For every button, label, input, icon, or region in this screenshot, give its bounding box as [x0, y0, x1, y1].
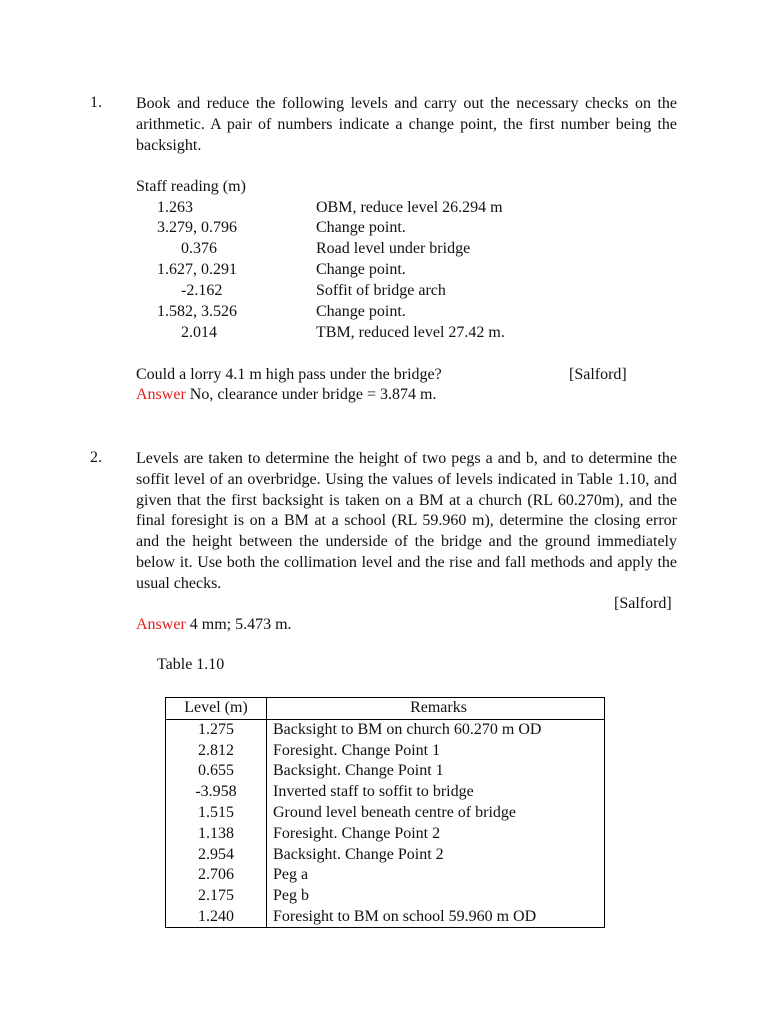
answer-label: Answer: [136, 386, 186, 403]
table-row: [166, 886, 604, 907]
table-row: [166, 907, 604, 928]
question-1-source: [Salford]: [569, 366, 627, 383]
table-row: [166, 782, 604, 803]
level-cell: 1.240: [166, 907, 267, 928]
table-header-row: [166, 698, 604, 719]
level-cell: 1.515: [166, 803, 267, 824]
column-header-level: Level (m): [166, 698, 267, 719]
answer-text: No, clearance under bridge = 3.874 m.: [189, 386, 437, 403]
reading-value: 2.014: [181, 324, 217, 341]
reading-value: 1.263: [157, 199, 193, 216]
level-cell: 0.655: [166, 761, 267, 782]
remarks-cell: Foresight. Change Point 2: [273, 824, 441, 842]
answer-label: Answer: [136, 616, 186, 633]
table-row: [166, 761, 604, 782]
remarks-cell: Foresight to BM on school 59.960 m OD: [273, 907, 537, 925]
level-cell: 1.275: [166, 719, 267, 740]
column-header-remarks: Remarks: [267, 698, 605, 719]
table-row: [166, 803, 604, 824]
question-2-source: [Salford]: [614, 595, 672, 612]
question-1-answer: [136, 386, 436, 404]
table-row: [166, 824, 604, 845]
answer-text: 4 mm; 5.473 m.: [189, 616, 292, 633]
table-row: [166, 719, 604, 740]
level-cell: 2.175: [166, 886, 267, 907]
remarks-cell: Backsight to BM on church 60.270 m OD: [273, 720, 542, 738]
remarks-cell: Inverted staff to soffit to bridge: [273, 783, 474, 801]
level-cell: 2.706: [166, 865, 267, 886]
question-2-answer: [136, 616, 292, 634]
level-cell: 2.954: [166, 845, 267, 866]
remarks-cell: Backsight. Change Point 2: [273, 845, 444, 863]
reading-note: Soffit of bridge arch: [316, 282, 446, 299]
reading-value: 1.582, 3.526: [157, 303, 237, 320]
reading-note: Road level under bridge: [316, 240, 471, 257]
remarks-cell: Backsight. Change Point 1: [273, 762, 444, 780]
question-1-intro: Book and reduce the following levels and carry out the necessary checks on the arithmetic. A pair of numbers indicate a change point, the first number being the backsight.: [136, 95, 677, 154]
reading-note: Change point.: [316, 303, 406, 320]
table-row: [166, 741, 604, 762]
reading-value: -2.162: [181, 282, 223, 299]
remarks-cell: Peg a: [273, 866, 309, 884]
reading-value: 3.279, 0.796: [157, 219, 237, 236]
question-1-question: Could a lorry 4.1 m high pass under the bridge?: [136, 366, 442, 383]
level-cell: 2.812: [166, 741, 267, 762]
question-2-number: 2.: [90, 449, 102, 466]
table-row: [166, 865, 604, 886]
remarks-cell: Foresight. Change Point 1: [273, 741, 441, 759]
reading-note: Change point.: [316, 261, 406, 278]
reading-value: 1.627, 0.291: [157, 261, 237, 278]
table-caption: Table 1.10: [157, 656, 225, 673]
level-cell: -3.958: [166, 782, 267, 803]
table-row: [166, 845, 604, 866]
remarks-cell: Peg b: [273, 887, 309, 905]
reading-note: TBM, reduced level 27.42 m.: [316, 324, 505, 341]
staff-reading-header: Staff reading (m): [136, 178, 246, 195]
reading-note: OBM, reduce level 26.294 m: [316, 199, 503, 216]
levels-table: [165, 697, 605, 928]
reading-note: Change point.: [316, 219, 406, 236]
remarks-cell: Ground level beneath centre of bridge: [273, 803, 517, 821]
question-2-body: Levels are taken to determine the height of two pegs a and b, and to determine the soffit level of an overbridge. Using the values of levels indicated in Table 1.10, and given that the first backsight is taken on a BM at a church (RL 60.270m), and the final foresight is on a BM at a school (RL 59.960 m), determine the closing error and the height between the underside of the bridge and the ground immediately below it. Use both the collimation level and the rise and fall methods and apply the usual checks.: [136, 450, 677, 592]
level-cell: 1.138: [166, 824, 267, 845]
question-1-number: 1.: [90, 94, 102, 111]
reading-value: 0.376: [181, 240, 217, 257]
